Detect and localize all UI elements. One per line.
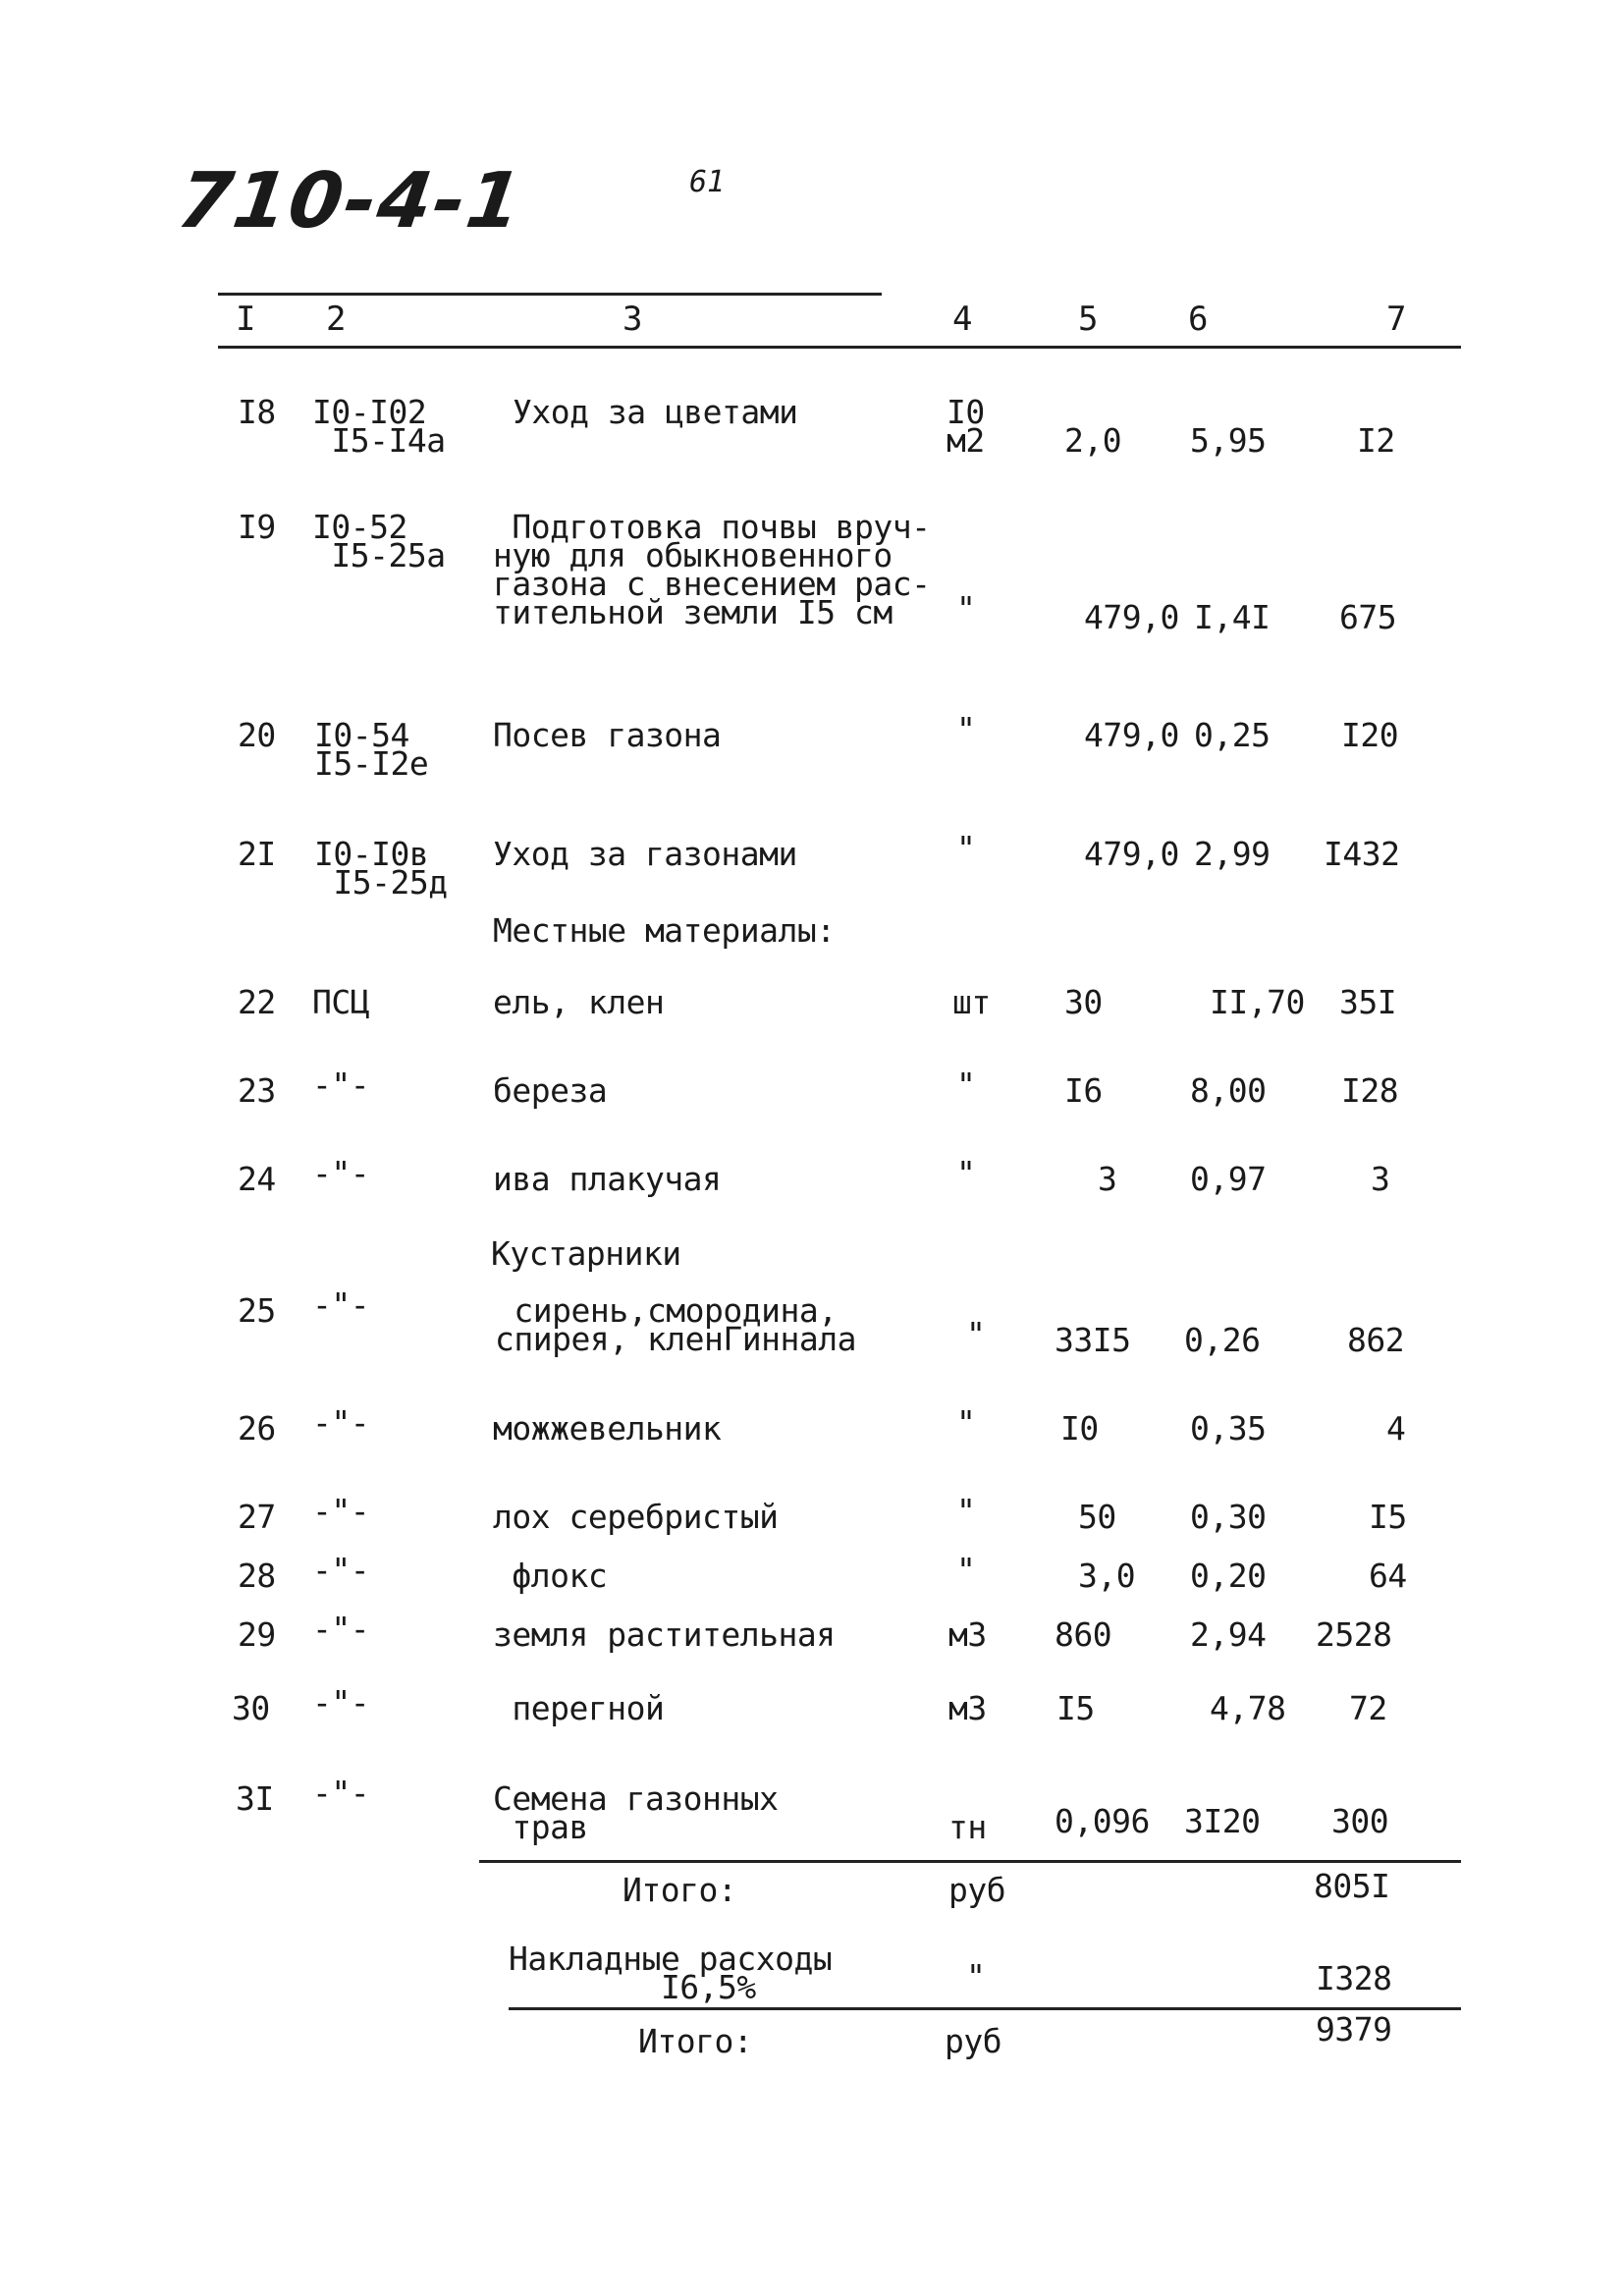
subtotal-rule <box>479 1860 1461 1863</box>
row-unit: " <box>956 1492 976 1530</box>
row-price: 8,00 <box>1190 1071 1267 1110</box>
row-price: 0,26 <box>1184 1321 1261 1359</box>
grand-total-unit: руб <box>945 2022 1002 2060</box>
row-qty: 3 <box>1098 1160 1117 1198</box>
row-code: I0-I0в I5-25д <box>314 835 448 902</box>
row-unit: м3 <box>948 1615 987 1654</box>
row-price: 0,20 <box>1190 1557 1267 1595</box>
row-total: 4 <box>1386 1409 1406 1448</box>
row-name: ива плакучая <box>493 1160 722 1198</box>
row-code: -"- <box>312 1610 370 1648</box>
row-qty: 479,0 <box>1084 835 1179 873</box>
row-qty: 2,0 <box>1064 421 1122 460</box>
grand-total-total: 9379 <box>1316 2010 1392 2049</box>
row-name: ель, клен <box>493 983 665 1021</box>
row-unit: I0 м2 <box>947 393 985 460</box>
row-code: I0-54 I5-I2e <box>314 716 429 783</box>
subtotal-unit: руб <box>948 1871 1006 1909</box>
row-number: 30 <box>232 1689 270 1727</box>
row-qty: 479,0 <box>1084 598 1179 636</box>
row-price: II,70 <box>1210 983 1305 1021</box>
row-number: I8 <box>238 393 276 431</box>
grand-total-label: Итого: <box>638 2022 753 2060</box>
row-total: I28 <box>1341 1071 1399 1110</box>
row-total: 862 <box>1347 1321 1405 1359</box>
header-col-6: 6 <box>1188 300 1209 339</box>
row-name: береза <box>493 1071 608 1110</box>
row-name: Семена газонных трав <box>493 1779 779 1846</box>
row-code: -"- <box>312 1551 370 1589</box>
header-col-3: 3 <box>622 300 643 339</box>
row-code: -"- <box>312 1492 370 1530</box>
overhead-label: Накладные расходы I6,5% <box>509 1940 833 2006</box>
row-total: 3 <box>1371 1160 1390 1198</box>
row-qty: I0 <box>1060 1409 1099 1448</box>
section-heading: Местные материалы: <box>493 911 836 950</box>
row-price: 2,94 <box>1190 1615 1267 1654</box>
header-col-2: 2 <box>326 300 347 339</box>
row-name: можжевельник <box>493 1409 722 1448</box>
row-price: I,4I <box>1194 598 1271 636</box>
row-unit: " <box>956 589 976 628</box>
section-heading: Кустарники <box>491 1234 681 1273</box>
row-name: Уход за газонами <box>493 835 797 873</box>
row-unit: " <box>966 1315 986 1353</box>
row-total: 300 <box>1331 1802 1389 1840</box>
row-number: 3I <box>236 1779 274 1818</box>
row-code: -"- <box>312 1154 370 1192</box>
row-unit: м3 <box>948 1689 987 1727</box>
overhead-total: I328 <box>1316 1959 1392 1997</box>
row-price: 2,99 <box>1194 835 1271 873</box>
page-number: 61 <box>689 165 726 199</box>
row-code: -"- <box>312 1285 370 1324</box>
row-number: 28 <box>238 1557 276 1595</box>
row-name: флокс <box>493 1557 608 1595</box>
row-qty: 3,0 <box>1078 1557 1136 1595</box>
row-number: 20 <box>238 716 276 754</box>
row-number: 26 <box>238 1409 276 1448</box>
row-total: I20 <box>1341 716 1399 754</box>
row-qty: 30 <box>1064 983 1103 1021</box>
row-name: лох серебристый <box>493 1498 779 1536</box>
row-name: сирень,смородина, спирея, кленГиннала <box>495 1291 856 1358</box>
subtotal-label: Итого: <box>622 1871 737 1909</box>
row-price: 4,78 <box>1210 1689 1286 1727</box>
row-unit: " <box>956 710 976 748</box>
subtotal-total: 805I <box>1314 1867 1390 1905</box>
row-code: -"- <box>312 1683 370 1722</box>
row-total: I5 <box>1369 1498 1407 1536</box>
row-price: 5,95 <box>1190 421 1267 460</box>
header-col-4: 4 <box>952 300 973 339</box>
row-qty: 860 <box>1055 1615 1112 1654</box>
row-number: I9 <box>238 508 276 546</box>
row-unit: шт <box>952 983 991 1021</box>
row-price: 0,35 <box>1190 1409 1267 1448</box>
row-name: Подготовка почвы вруч- ную для обыкновенного газона с внесением рас- тительной земли I5 см <box>493 508 931 631</box>
row-price: 0,97 <box>1190 1160 1267 1198</box>
row-number: 27 <box>238 1498 276 1536</box>
header-bottom-rule <box>218 346 1461 349</box>
row-unit: " <box>956 1551 976 1589</box>
row-total: 2528 <box>1316 1615 1392 1654</box>
document-code: 710-4-1 <box>172 157 529 246</box>
row-qty: 0,096 <box>1055 1802 1150 1840</box>
row-unit: тн <box>948 1808 987 1846</box>
row-total: 35I <box>1339 983 1397 1021</box>
row-total: 675 <box>1339 598 1397 636</box>
row-name: земля растительная <box>493 1615 836 1654</box>
row-unit: " <box>956 829 976 867</box>
row-number: 29 <box>238 1615 276 1654</box>
row-code: -"- <box>312 1774 370 1812</box>
row-name: Посев газона <box>493 716 722 754</box>
row-qty: 50 <box>1078 1498 1116 1536</box>
row-total: 64 <box>1369 1557 1407 1595</box>
row-price: 3I20 <box>1184 1802 1261 1840</box>
row-name: перегной <box>493 1689 665 1727</box>
overhead-unit: " <box>966 1957 986 1995</box>
row-code: -"- <box>312 1403 370 1442</box>
row-price: 0,25 <box>1194 716 1271 754</box>
row-total: I2 <box>1357 421 1395 460</box>
row-qty: 33I5 <box>1055 1321 1131 1359</box>
row-price: 0,30 <box>1190 1498 1267 1536</box>
row-qty: I5 <box>1056 1689 1095 1727</box>
row-name: Уход за цветами <box>513 393 798 431</box>
header-col-1: I <box>236 300 256 339</box>
row-number: 25 <box>238 1291 276 1330</box>
row-unit: " <box>956 1066 976 1104</box>
row-unit: " <box>956 1154 976 1192</box>
row-number: 23 <box>238 1071 276 1110</box>
row-qty: I6 <box>1064 1071 1103 1110</box>
row-code: ПСЦ <box>312 983 370 1021</box>
row-total: 72 <box>1349 1689 1387 1727</box>
row-number: 24 <box>238 1160 276 1198</box>
row-unit: " <box>956 1403 976 1442</box>
row-code: -"- <box>312 1066 370 1104</box>
row-number: 2I <box>238 835 276 873</box>
header-col-5: 5 <box>1078 300 1099 339</box>
header-top-rule <box>218 293 882 296</box>
row-qty: 479,0 <box>1084 716 1179 754</box>
header-col-7: 7 <box>1386 300 1407 339</box>
row-code: I0-52 I5-25a <box>312 508 446 574</box>
row-code: I0-I02 I5-I4a <box>312 393 446 460</box>
row-total: I432 <box>1324 835 1400 873</box>
row-number: 22 <box>238 983 276 1021</box>
